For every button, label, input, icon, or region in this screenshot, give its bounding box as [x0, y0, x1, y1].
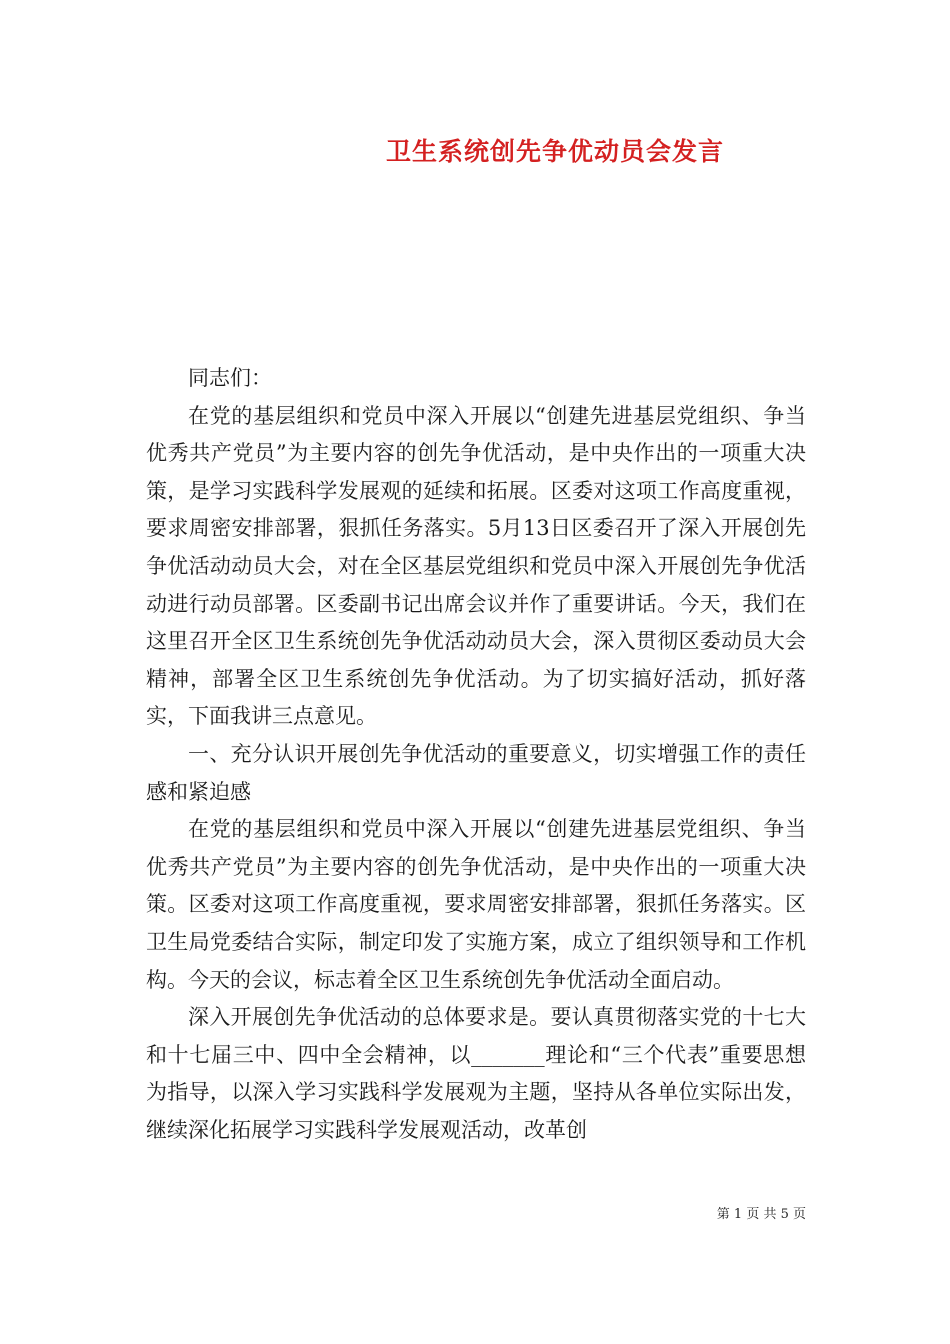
paragraph-requirements: 深入开展创先争优活动的总体要求是。要认真贯彻落实党的十七大和十七届三中、四中全会精神，以_______理论和“三个代表”重要思想为指导，以深入学习实践科学发展观为主题，坚持从各单位实际出发，继续深化拓展学习实践科学发展观活动，改革创	[146, 1005, 806, 1142]
greeting: 同志们：	[188, 366, 272, 390]
paragraph-section-1: 在党的基层组织和党员中深入开展以“创建先进基层党组织、争当优秀共产党员”为主要内容的创先争优活动，是中央作出的一项重大决策。区委对这项工作高度重视，要求周密安排部署，狠抓任务落实。区卫生局党委结合实际，制定印发了实施方案，成立了组织领导和工作机构。今天的会议，标志着全区卫生系统创先争优活动全面启动。	[146, 817, 806, 992]
document-title: 卫生系统创先争优动员会发言	[385, 137, 724, 166]
paragraph-intro: 在党的基层组织和党员中深入开展以“创建先进基层党组织、争当优秀共产党员”为主要内容的创先争优活动，是中央作出的一项重大决策，是学习实践科学发展观的延续和拓展。区委对这项工作高度重视，要求周密安排部署，狠抓任务落实。5月13日区委召开了深入开展创先争优活动动员大会，对在全区基层党组织和党员中深入开展创先争优活动进行动员部署。区委副书记出席会议并作了重要讲话。今天，我们在这里召开全区卫生系统创先争优活动动员大会，深入贯彻区委动员大会精神，部署全区卫生系统创先争优活动。为了切实搞好活动，抓好落实，下面我讲三点意见。	[146, 403, 806, 729]
document-body	[146, 360, 806, 1149]
page-number: 第 1 页 共 5 页	[716, 1207, 806, 1222]
section-heading-1: 一、充分认识开展创先争优活动的重要意义，切实增强工作的责任感和紧迫感	[146, 741, 806, 804]
